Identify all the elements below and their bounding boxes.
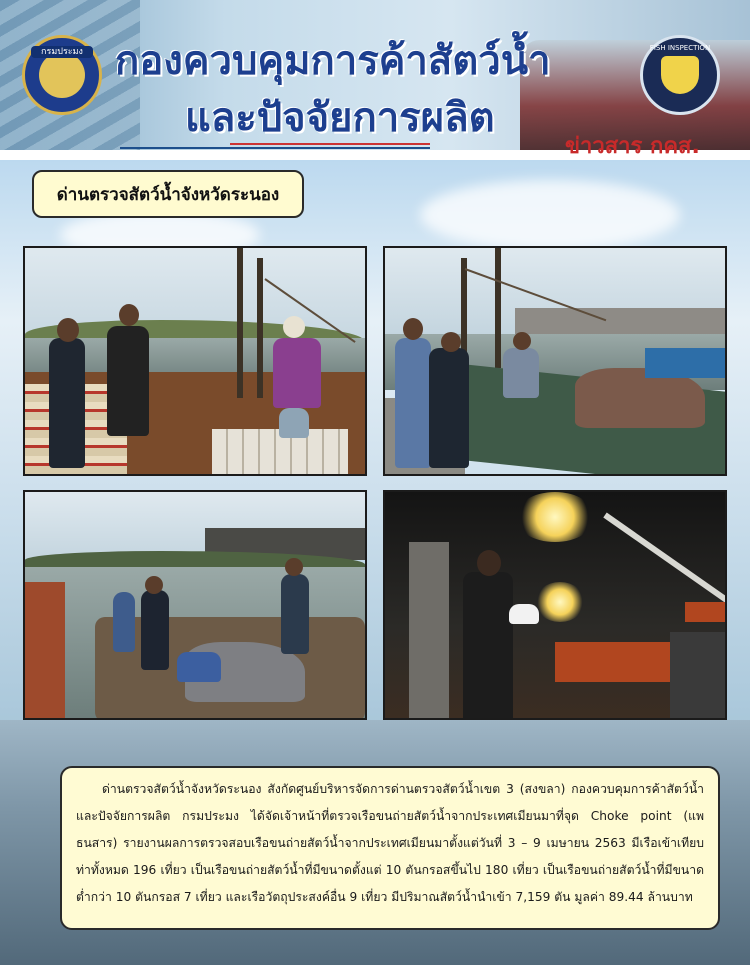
department-of-fisheries-logo	[22, 35, 102, 115]
newsletter-label: ข่าวสาร กคส.	[565, 134, 700, 159]
article-body: ด่านตรวจสัตว์น้ำจังหวัดระนอง สังกัดศูนย์บริหารจัดการด่านตรวจสัตว์น้ำเขต 3 (สงขลา) กองควบคุมการค้าสัตว์น้ำและปัจจัยการผลิต กรมประมง ได้จัดเจ้าหน้าที่ตรวจเรือขนถ่ายสัตว์น้ำจากประเทศเมียนมาที่จุด Choke point (แพธนสาร) รายงานผลการตรวจสอบเรือขนถ่ายสัตว์น้ำจากประเทศเมียนมาตั้งแต่วันที่ 3 – 9 เมษายน 2563 มีเรือเข้าเทียบท่าทั้งหมด 196 เที่ยว เป็นเรือขนถ่ายสัตว์น้ำที่มีขนาดตั้งแต่ 10 ตันกรอสขึ้นไป 180 เที่ยว เป็นเรือขนถ่ายสัตว์น้ำที่มีขนาดต่ำกว่า 10 ตันกรอส 7 เที่ยว และเรือวัตถุประสงค์อื่น 9 เที่ยว มีปริมาณสัตว์น้ำนำเข้า 7,159 ตัน มูลค่า 89.44 ล้านบาท	[76, 782, 704, 904]
page-title-line1: กองควบคุมการค้าสัตว์น้ำ	[115, 38, 551, 84]
section-label: ด่านตรวจสัตว์น้ำจังหวัดระนอง	[32, 170, 304, 218]
shield-icon	[661, 56, 699, 94]
page-title-line2: และปัจจัยการผลิต	[185, 95, 495, 141]
header-banner	[0, 0, 750, 160]
seal-icon	[39, 52, 85, 98]
photo-inspection-river-boat	[23, 490, 367, 720]
article-text-box	[60, 766, 720, 930]
fish-inspection-logo	[640, 35, 720, 115]
photo-inspection-night	[383, 490, 727, 720]
photo-inspection-pier	[383, 246, 727, 476]
fish-inspection-logo-text: FISH INSPECTION	[649, 44, 711, 52]
logo-band: กรมประมง	[31, 46, 93, 58]
photo-inspection-crates	[23, 246, 367, 476]
